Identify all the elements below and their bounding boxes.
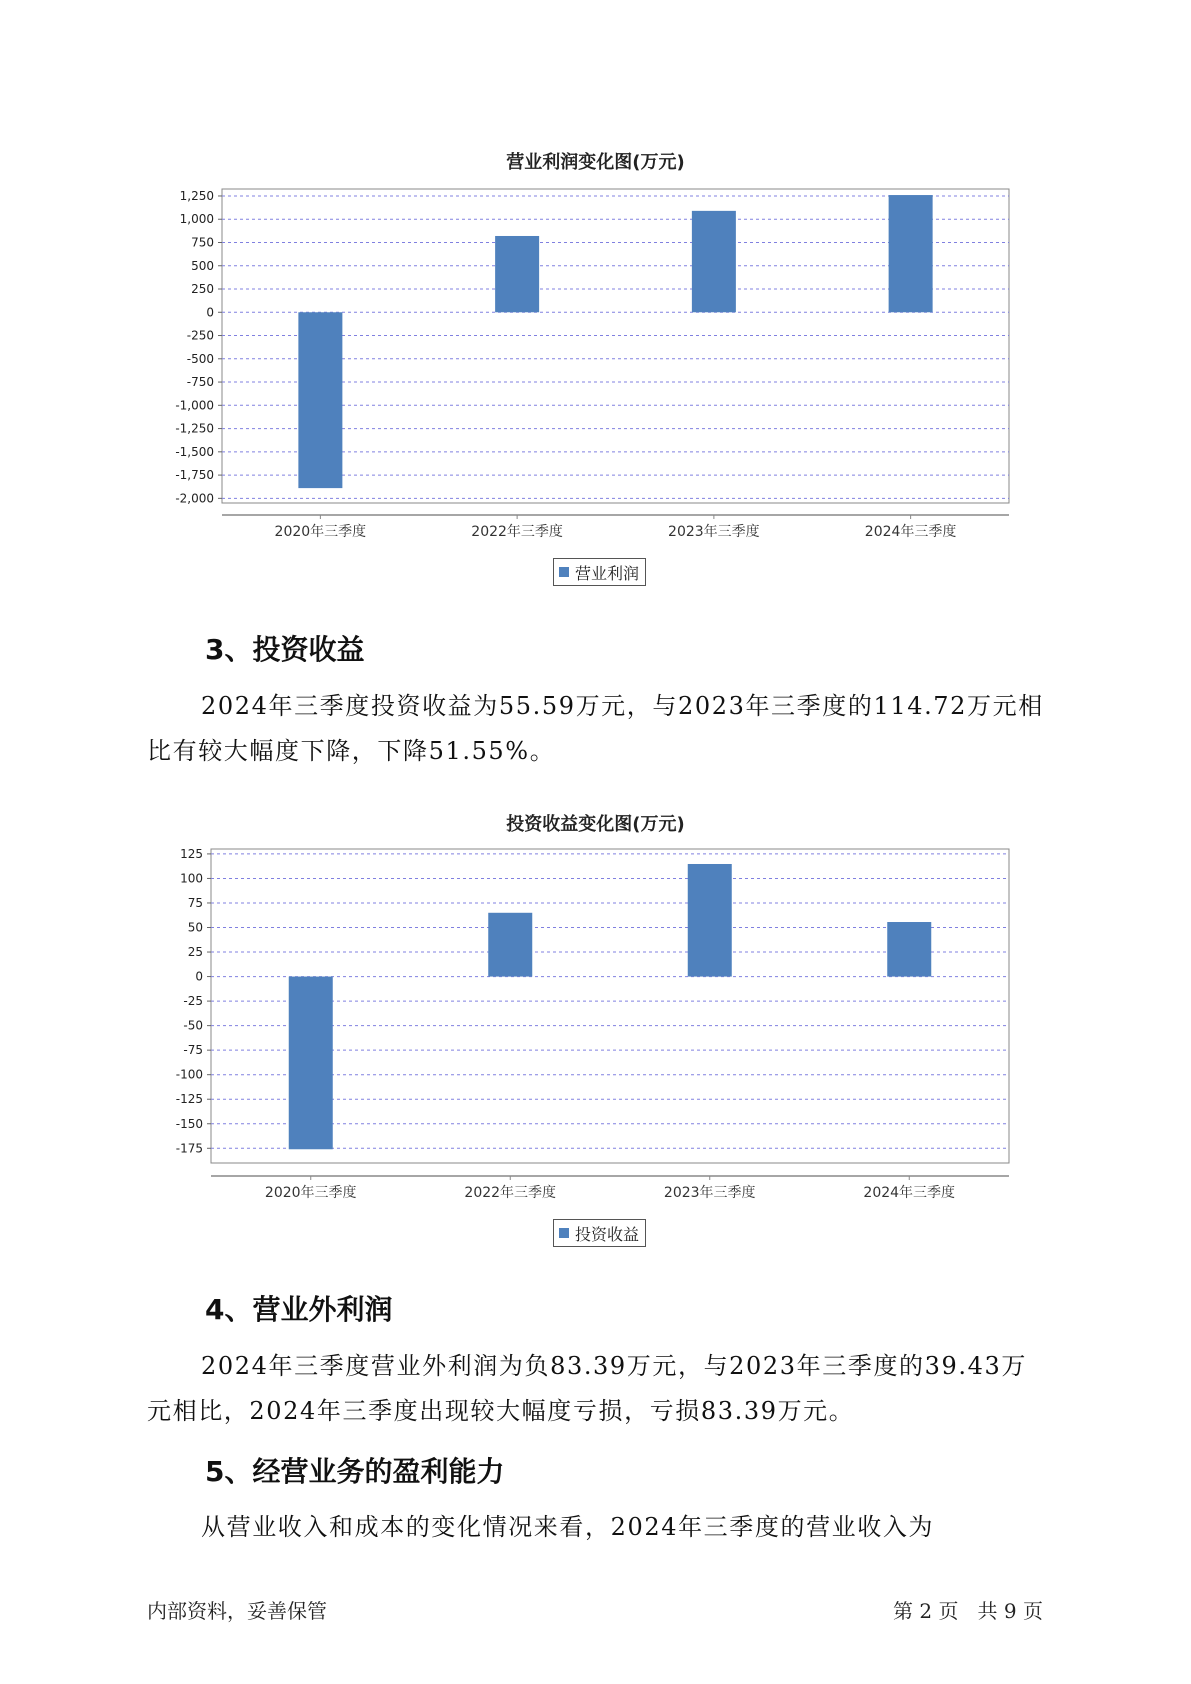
y-tick-label: -2,000 <box>175 491 214 506</box>
y-tick-label: -175 <box>175 1141 203 1156</box>
y-tick-label: -125 <box>175 1092 203 1107</box>
x-tick-label: 2020年三季度 <box>274 524 367 540</box>
y-tick-label: 125 <box>180 846 203 861</box>
x-tick-label: 2024年三季度 <box>864 524 957 540</box>
bar <box>488 913 532 977</box>
y-tick-label: 75 <box>187 895 203 910</box>
section-heading-non-operating-profit: 4、营业外利润 <box>205 1293 393 1326</box>
plot-area <box>176 847 1009 1201</box>
y-tick-label: 100 <box>180 871 203 886</box>
y-tick-label: -1,500 <box>175 444 214 459</box>
bar <box>887 922 931 977</box>
y-tick-label: -25 <box>183 994 203 1009</box>
section-heading-profitability: 5、经营业务的盈利能力 <box>205 1455 505 1488</box>
footer-page-number: 第 2 页 共 9 页 <box>893 1599 1043 1623</box>
footer-confidential: 内部资料，妥善保管 <box>147 1599 327 1623</box>
y-tick-label: 1,250 <box>179 188 214 203</box>
chart2-legend-label: 投资收益 <box>575 1224 640 1244</box>
y-tick-label: -1,000 <box>175 398 214 413</box>
chart1-title: 营业利润变化图(万元) <box>506 152 685 173</box>
paragraph-non-operating-profit: 2024年三季度营业外利润为负83.39万元，与2023年三季度的39.43万元相比，2024年三季度出现较大幅度亏损，亏损83.39万元。 <box>147 1352 1027 1425</box>
x-tick-label: 2020年三季度 <box>264 1185 357 1201</box>
x-tick-label: 2022年三季度 <box>464 1185 557 1201</box>
y-tick-label: -50 <box>183 1018 203 1033</box>
y-tick-label: -150 <box>175 1116 203 1131</box>
paragraph-investment-income: 2024年三季度投资收益为55.59万元，与2023年三季度的114.72万元相比有较大幅度下降，下降51.55%。 <box>147 692 1044 765</box>
x-tick-label: 2024年三季度 <box>863 1185 956 1201</box>
y-tick-label: 0 <box>206 305 214 320</box>
y-tick-label: -750 <box>186 375 214 390</box>
legend-swatch <box>559 1228 569 1238</box>
y-tick-label: -1,250 <box>175 421 214 436</box>
y-tick-label: 500 <box>191 258 214 273</box>
y-tick-label: 250 <box>191 282 214 297</box>
chart1-legend-label: 营业利润 <box>575 563 640 583</box>
x-tick-label: 2023年三季度 <box>668 524 760 540</box>
y-tick-label: 0 <box>195 969 203 984</box>
y-tick-label: -100 <box>175 1067 203 1082</box>
y-tick-label: 50 <box>187 920 203 935</box>
y-tick-label: -1,750 <box>175 468 214 483</box>
y-tick-label: -250 <box>186 328 214 343</box>
chart2-legend <box>553 1219 646 1247</box>
section-heading-investment-income: 3、投资收益 <box>205 633 365 666</box>
y-tick-label: 1,000 <box>179 212 214 227</box>
y-tick-label: 750 <box>191 235 214 250</box>
bar <box>688 864 732 977</box>
x-tick-label: 2023年三季度 <box>663 1185 756 1201</box>
bar <box>289 977 333 1150</box>
x-tick-label: 2022年三季度 <box>471 524 563 540</box>
y-tick-label: -500 <box>186 351 214 366</box>
y-tick-label: -75 <box>183 1043 203 1058</box>
paragraph-profitability: 从营业收入和成本的变化情况来看，2024年三季度的营业收入为 <box>201 1513 935 1541</box>
chart2-title: 投资收益变化图(万元) <box>506 814 685 835</box>
y-tick-label: 25 <box>187 945 203 960</box>
